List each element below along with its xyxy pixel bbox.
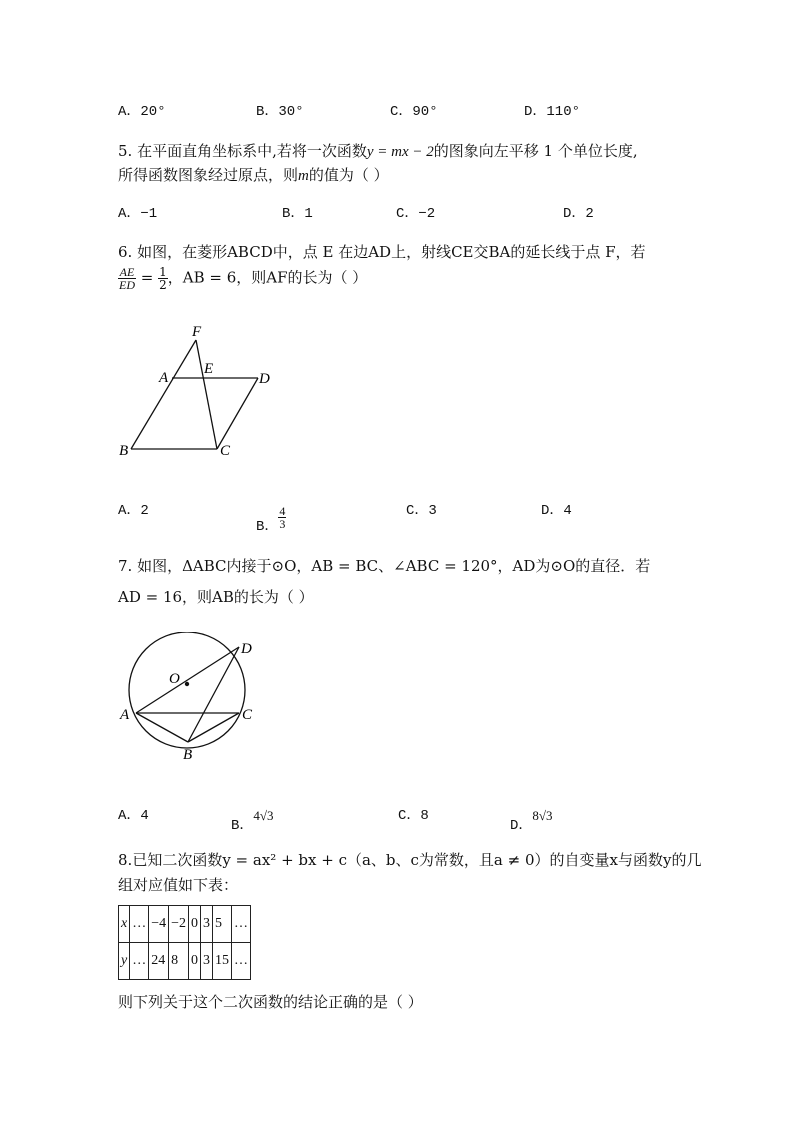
q5-function: y = mx − 2 xyxy=(366,144,434,160)
q8-line3: 则下列关于这个二次函数的结论正确的是（ ） xyxy=(118,993,423,1011)
table-cell: … xyxy=(130,906,149,943)
q7-circle-figure xyxy=(112,632,262,762)
q7-label-a: A xyxy=(120,707,130,723)
q5-number: 5. xyxy=(118,142,133,160)
table-cell: … xyxy=(232,943,251,980)
q5-option-c: C．−2 xyxy=(396,206,436,222)
q6-label-b: B xyxy=(119,443,129,459)
q6-text-1: 如图，在菱形ABCD中，点 E 在边AD上，射线CE交BA的延长线于点 F，若 xyxy=(137,243,646,261)
q4-option-a: A．20° xyxy=(118,104,166,120)
q6-fraction-half: $\frac{1}{2}$ xyxy=(159,265,167,292)
q6-line1 xyxy=(118,241,646,262)
q8-line1 xyxy=(118,849,701,870)
table-cell: x xyxy=(119,906,130,943)
q6-fraction-ae-ed: $\frac{AE}{ED}$ xyxy=(119,265,135,292)
q7-center-point xyxy=(185,682,189,686)
table-cell: −4 xyxy=(149,906,169,943)
q5-line2 xyxy=(118,164,389,185)
q7-circle-o xyxy=(129,632,245,748)
q6-option-a: A．2 xyxy=(118,503,149,519)
q7-label-d: D xyxy=(241,641,252,657)
q8-text-1: 已知二次函数y = ax² + bx + c（a、b、c为常数，且a ≠ 0）的自变量x与函数y的几 xyxy=(132,851,702,869)
q5-option-b: B．1 xyxy=(282,206,313,222)
q6-line-bf xyxy=(131,340,196,449)
q5-line1 xyxy=(118,140,638,161)
table-cell: … xyxy=(130,943,149,980)
table-cell: y xyxy=(119,943,130,980)
q8-value-table xyxy=(118,905,251,980)
q8-number: 8. xyxy=(118,851,133,869)
table-cell: 3 xyxy=(201,906,213,943)
q6-equals: = xyxy=(140,268,154,287)
q6-option-b: B． $\frac{4}{3}$ xyxy=(256,504,286,535)
q6-line2 xyxy=(118,266,367,291)
q7-number: 7. xyxy=(118,557,133,575)
q6-label-c: C xyxy=(220,443,231,459)
table-cell: 24 xyxy=(149,943,169,980)
q6-line-dc xyxy=(217,378,258,449)
q7-line2: AD = 16，则AB的长为（ ） xyxy=(118,588,314,606)
q7-label-b: B xyxy=(183,747,193,762)
q6-option-d: D．4 xyxy=(541,503,572,519)
q5-option-a: A．−1 xyxy=(118,206,158,222)
q7-option-a: A．4 xyxy=(118,808,149,824)
q7-option-b: B．4√3 xyxy=(231,808,274,834)
q8-line2: 组对应值如下表： xyxy=(118,876,239,894)
q4-option-c: C．90° xyxy=(390,104,438,120)
q6-label-d: D xyxy=(259,371,270,387)
q7-label-c: C xyxy=(242,707,253,723)
q6-label-a: A xyxy=(159,370,169,386)
q7-line1 xyxy=(118,555,650,576)
q6-number: 6. xyxy=(118,243,133,261)
table-cell: … xyxy=(232,906,251,943)
q6-label-f: F xyxy=(192,324,202,340)
q5-variable: m xyxy=(298,168,309,184)
q7-label-o: O xyxy=(169,671,180,687)
table-row xyxy=(119,906,251,943)
q6-rhombus-figure xyxy=(110,320,285,465)
q6-line-fc xyxy=(196,340,217,449)
q4-option-d: D．110° xyxy=(524,104,581,120)
table-cell: 5 xyxy=(213,906,232,943)
q5-text-1a: 在平面直角坐标系中,若将一次函数 xyxy=(137,142,367,160)
q4-option-b: B．30° xyxy=(256,104,304,120)
q6-text-2: ，AB = 6，则AF的长为（ ） xyxy=(167,268,368,287)
table-cell: 15 xyxy=(213,943,232,980)
q6-option-c: C．3 xyxy=(406,503,437,519)
q7-option-d: D．8√3 xyxy=(510,808,553,834)
q7-text-1: 如图，ΔABC内接于⊙O，AB = BC、∠ABC = 120°，AD为⊙O的直径．若 xyxy=(137,557,651,575)
q7-diameter-ad xyxy=(136,647,239,713)
q7-option-c: C．8 xyxy=(398,808,429,824)
table-cell: 0 xyxy=(189,906,201,943)
q7-chord-ab xyxy=(136,713,188,742)
q6-label-e: E xyxy=(204,361,214,377)
table-row xyxy=(119,943,251,980)
q5-text-2b: 的值为（ ） xyxy=(308,166,389,184)
q5-text-2a: 所得函数图象经过原点，则 xyxy=(118,166,299,184)
table-cell: −2 xyxy=(169,906,189,943)
q5-option-d: D．2 xyxy=(563,206,594,222)
table-cell: 3 xyxy=(201,943,213,980)
table-cell: 8 xyxy=(169,943,189,980)
q5-text-1b: 的图象向左平移 1 个单位长度, xyxy=(433,142,638,160)
table-cell: 0 xyxy=(189,943,201,980)
